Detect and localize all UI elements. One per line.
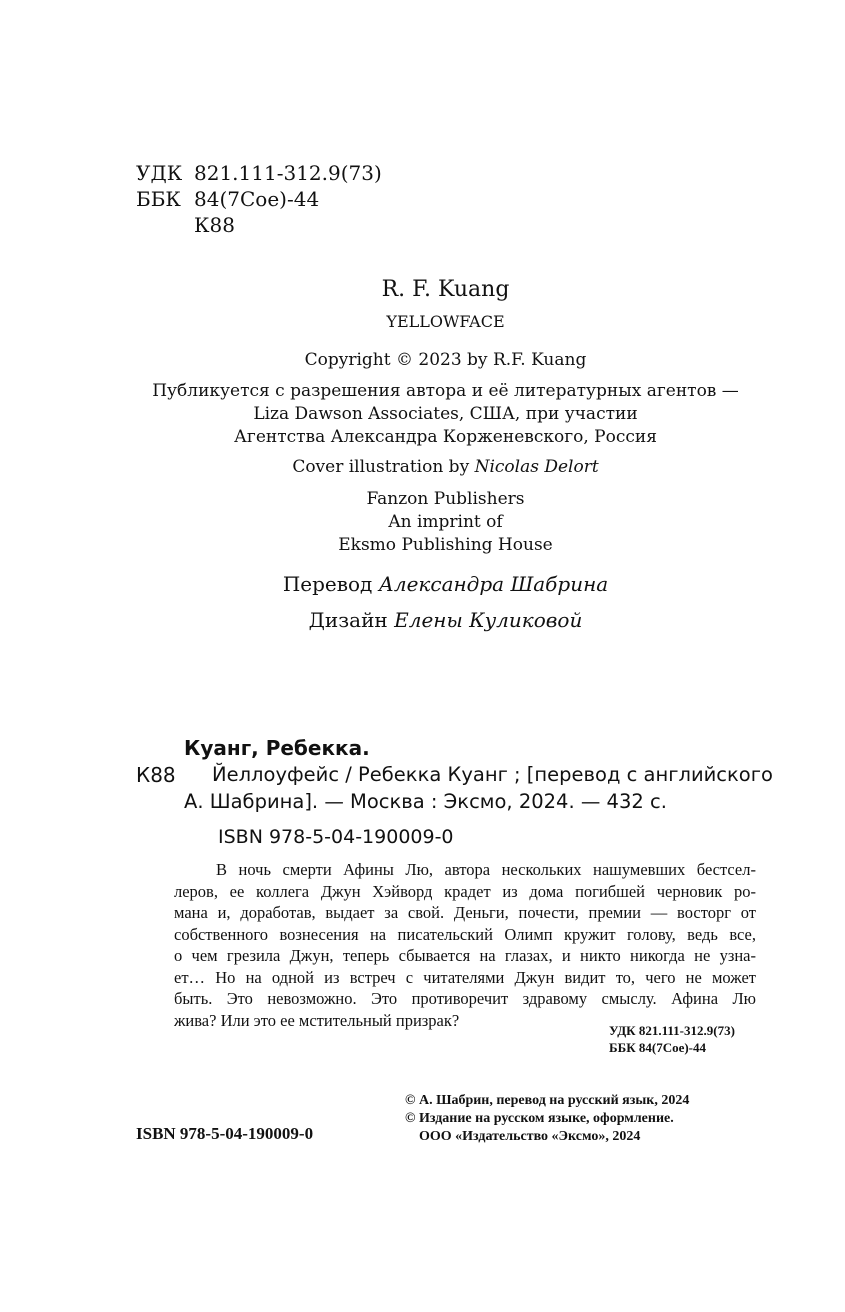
cover-credit-prefix: Cover illustration by [292, 457, 470, 477]
annotation-line: о чем грезила Джун, теперь сбывается на глазах, и никто никогда не узна- [174, 946, 756, 965]
translation-prefix: Перевод [282, 572, 373, 596]
annotation-udk: УДК 821.111-312.9(73) [609, 1023, 735, 1038]
annotation-line: ет… Но на одной из встреч с читателями Джун видит то, чего не может [174, 967, 756, 987]
annotation-line: мана и, доработав, выдает за свой. Деньги, почести, премии — восторг от [174, 903, 756, 922]
publisher-line-1: Fanzon Publishers [366, 489, 525, 509]
bib-line-2: А. Шабрина]. — Москва : Эксмо, 2024. — 432 с. [184, 790, 667, 813]
annotation [174, 859, 756, 1031]
design-credit [0, 608, 845, 632]
original-author: R. F. Kuang [381, 277, 510, 302]
udk-value: 821.111-312.9(73) [194, 161, 382, 185]
annotation-line: собственного вознесения на писательский Олимп кружит голову, ведь все, [174, 924, 756, 944]
bib-mark: К88 [136, 763, 176, 787]
publisher-line-3: Eksmo Publishing House [338, 535, 553, 555]
cover-artist: Nicolas Delort [474, 457, 599, 477]
cover-credit [0, 456, 845, 479]
rights-line-1: Публикуется с разрешения автора и её литературных агентов — [152, 381, 739, 401]
annotation-line: быть. Это невозможно. Это противоречит здравому смыслу. Афина Лю [174, 989, 756, 1008]
rights-line-3: Агентства Александра Корженевского, Россия [234, 427, 657, 447]
bib-author-heading: Куанг, Ребекка. [184, 736, 370, 760]
translator-name: Александра Шабрина [378, 572, 609, 596]
copyright-translation: © А. Шабрин, перевод на русский язык, 2024 [405, 1093, 690, 1108]
publisher-line-2: An imprint of [388, 512, 503, 532]
rights-line-2: Liza Dawson Associates, США, при участии [253, 404, 638, 424]
bib-isbn: ISBN 978-5-04-190009-0 [218, 826, 454, 848]
bbk-label: ББК [136, 187, 181, 211]
annotation-bbk: ББК 84(7Сое)-44 [609, 1040, 707, 1055]
annotation-line: В ночь смерти Афины Лю, автора нескольких нашумевших бестсел- [216, 860, 756, 879]
bottom-isbn: ISBN 978-5-04-190009-0 [136, 1124, 314, 1143]
bbk-value: 84(7Сое)-44 [194, 187, 320, 211]
udk-label: УДК [136, 161, 183, 185]
annotation-line: жива? Или это ее мстительный призрак? [174, 1010, 460, 1030]
author-mark: К88 [194, 213, 235, 237]
annotation-line: леров, ее коллега Джун Хэйворд крадет из дома погибшей черновик ро- [174, 881, 756, 901]
copyright-line: Copyright © 2023 by R.F. Kuang [304, 350, 587, 370]
copyright-edition: © Издание на русском языке, оформление. [405, 1111, 674, 1126]
copyright-publisher: ООО «Издательство «Эксмо», 2024 [419, 1129, 641, 1144]
translation-credit [0, 572, 845, 596]
bib-line-1: Йеллоуфейс / Ребекка Куанг ; [перевод с английского [212, 763, 773, 786]
designer-name: Елены Куликовой [394, 608, 583, 632]
original-title: YELLOWFACE [386, 312, 505, 331]
design-prefix: Дизайн [308, 608, 388, 632]
